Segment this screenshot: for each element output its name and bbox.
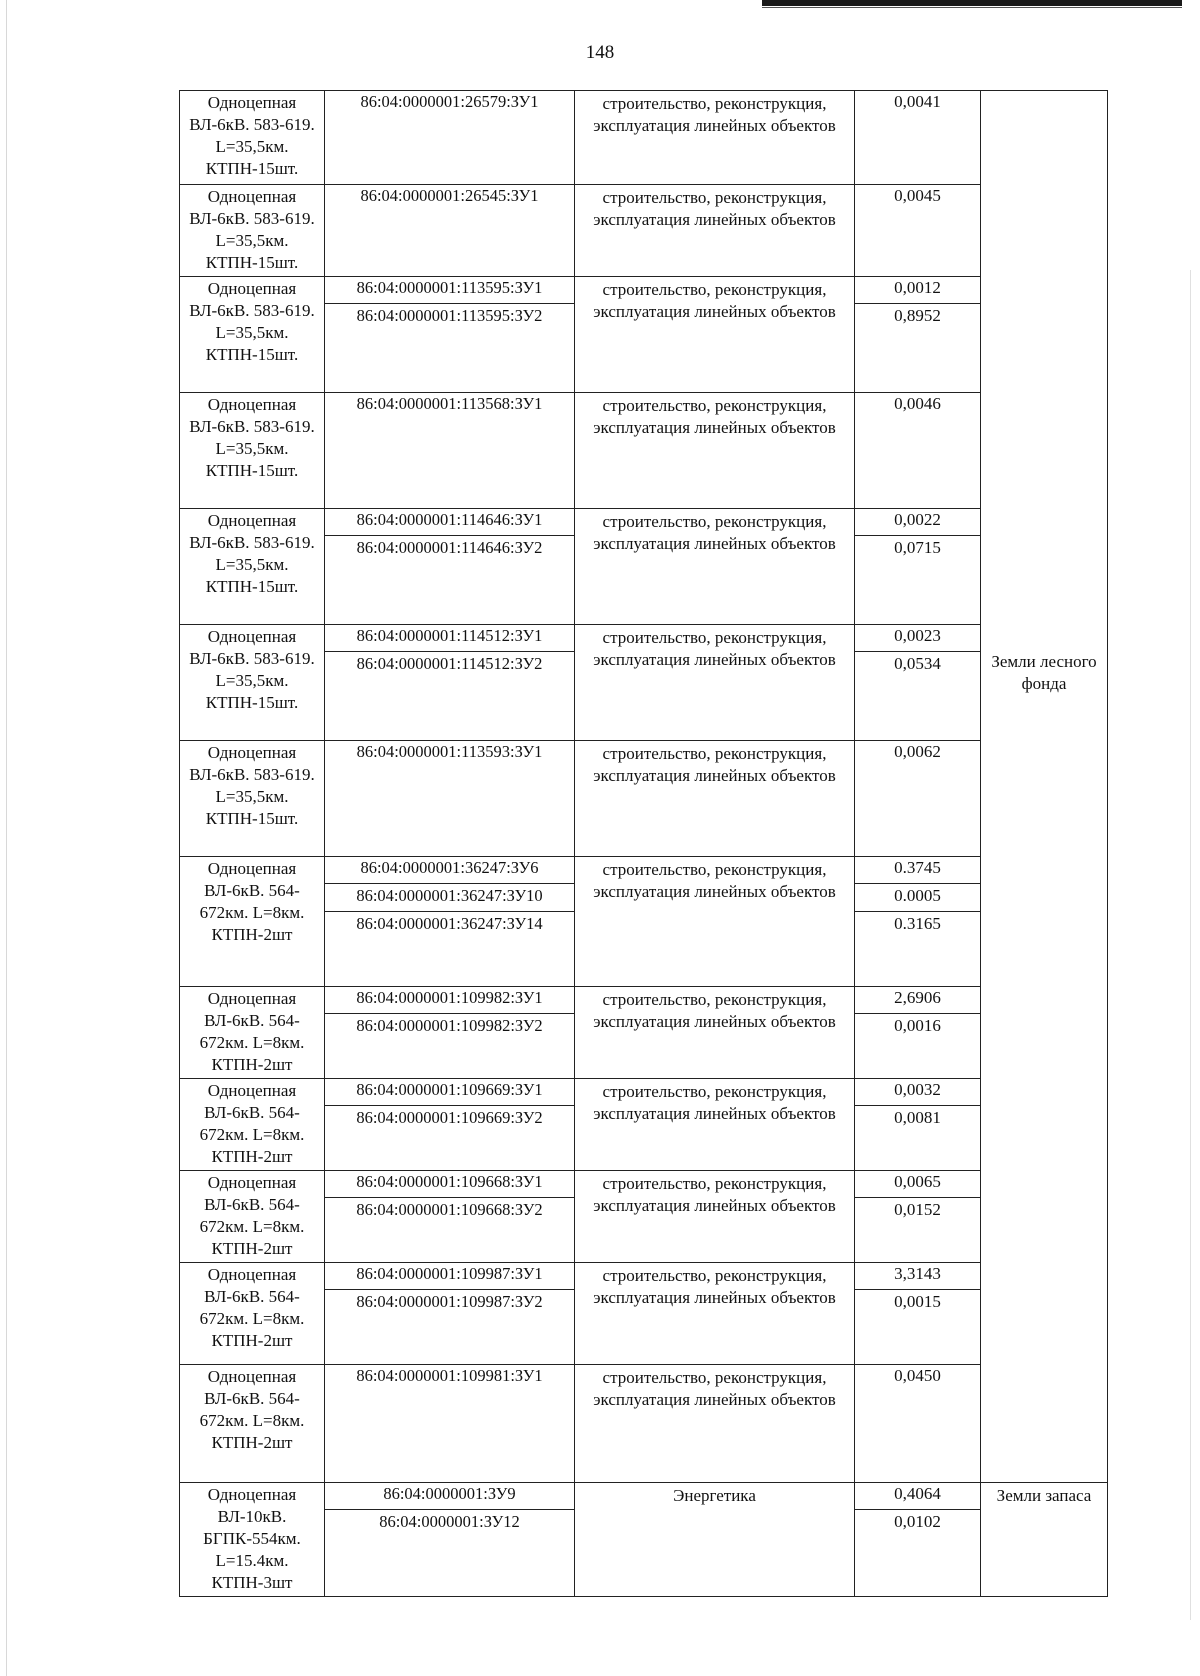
- cadastral-cell: [325, 1365, 575, 1483]
- table-row: [180, 1079, 1108, 1171]
- area-value: 0,0023: [894, 626, 941, 645]
- area-value: 0.0005: [855, 883, 980, 907]
- line-name-cell: Одноцепная ВЛ-6кВ. 583-619. L=35,5км. КТПН-15шт.: [180, 393, 325, 509]
- area-value: 0,0152: [855, 1197, 980, 1221]
- area-cell: [855, 741, 981, 857]
- cadastral-number: 86:04:0000001:26545:ЗУ1: [360, 186, 539, 205]
- line-name-cell: Одноцепная ВЛ-6кВ. 564-672км. L=8км. КТПН-2шт: [180, 1365, 325, 1483]
- cadastral-number: 86:04:0000001:109668:ЗУ1: [356, 1172, 543, 1191]
- cadastral-cell: [325, 277, 575, 393]
- table-row: [180, 741, 1108, 857]
- area-value: 0,0041: [894, 92, 941, 111]
- area-cell: [855, 1079, 981, 1171]
- purpose-cell: строительство, реконструкция, эксплуатация линейных объектов: [575, 393, 855, 509]
- area-cell: [855, 91, 981, 185]
- purpose-cell: строительство, реконструкция, эксплуатация линейных объектов: [575, 987, 855, 1079]
- line-name-cell: Одноцепная ВЛ-6кВ. 564-672км. L=8км. КТПН-2шт: [180, 857, 325, 987]
- purpose-cell: строительство, реконструкция, эксплуатация линейных объектов: [575, 1365, 855, 1483]
- cadastral-number: 86:04:0000001:109982:ЗУ2: [325, 1013, 574, 1037]
- line-name-cell: Одноцепная ВЛ-6кВ. 583-619. L=35,5км. КТПН-15шт.: [180, 185, 325, 277]
- cadastral-number: 86:04:0000001:114646:ЗУ1: [356, 510, 543, 529]
- table-row: [180, 1483, 1108, 1597]
- cadastral-number: 86:04:0000001:114646:ЗУ2: [325, 535, 574, 559]
- area-cell: [855, 393, 981, 509]
- line-name-cell: Одноцепная ВЛ-6кВ. 564-672км. L=8км. КТПН-2шт: [180, 1171, 325, 1263]
- line-name-cell: Одноцепная ВЛ-6кВ. 583-619. L=35,5км. КТПН-15шт.: [180, 91, 325, 185]
- page-number: 148: [585, 42, 615, 63]
- land-plots-table: [179, 90, 1108, 1597]
- cadastral-cell: [325, 1171, 575, 1263]
- area-value: 0.3165: [855, 911, 980, 935]
- area-value: 0,4064: [894, 1484, 941, 1503]
- scan-left-edge: [6, 0, 7, 1676]
- table-row: [180, 1263, 1108, 1365]
- table-row: [180, 185, 1108, 277]
- cadastral-number: 86:04:0000001:113593:ЗУ1: [356, 742, 543, 761]
- cadastral-cell: [325, 1263, 575, 1365]
- area-value: 0,0032: [894, 1080, 941, 1099]
- cadastral-number: 86:04:0000001:113595:ЗУ1: [356, 278, 543, 297]
- line-name-cell: Одноцепная ВЛ-6кВ. 564-672км. L=8км. КТПН-2шт: [180, 1079, 325, 1171]
- cadastral-cell: [325, 741, 575, 857]
- cadastral-number: 86:04:0000001:109668:ЗУ2: [325, 1197, 574, 1221]
- scan-top-bar: [762, 0, 1182, 6]
- cadastral-number: 86:04:0000001:ЗУ12: [325, 1509, 574, 1533]
- land-category-reserve: Земли запаса: [981, 1483, 1108, 1597]
- purpose-cell: строительство, реконструкция, эксплуатация линейных объектов: [575, 1263, 855, 1365]
- purpose-cell: строительство, реконструкция, эксплуатация линейных объектов: [575, 277, 855, 393]
- line-name-cell: Одноцепная ВЛ-6кВ. 564-672км. L=8км. КТПН-2шт: [180, 987, 325, 1079]
- scan-top-line: [762, 7, 1182, 8]
- table-row: [180, 91, 1108, 185]
- area-cell: [855, 1263, 981, 1365]
- table-row: [180, 987, 1108, 1079]
- land-category-forest: Земли лесного фонда: [981, 91, 1108, 1483]
- cadastral-number: 86:04:0000001:109987:ЗУ2: [325, 1289, 574, 1313]
- area-cell: [855, 1365, 981, 1483]
- cadastral-number: 86:04:0000001:26579:ЗУ1: [360, 92, 539, 111]
- line-name-cell: Одноцепная ВЛ-10кВ. БГПК-554км. L=15.4км. КТПН-3шт: [180, 1483, 325, 1597]
- cadastral-cell: [325, 1483, 575, 1597]
- area-cell: [855, 509, 981, 625]
- table-row: [180, 625, 1108, 741]
- cadastral-cell: [325, 625, 575, 741]
- cadastral-number: 86:04:0000001:109982:ЗУ1: [356, 988, 543, 1007]
- area-cell: [855, 625, 981, 741]
- table-row: [180, 1171, 1108, 1263]
- area-cell: [855, 185, 981, 277]
- line-name-cell: Одноцепная ВЛ-6кВ. 583-619. L=35,5км. КТПН-15шт.: [180, 625, 325, 741]
- area-value: 0,0062: [894, 742, 941, 761]
- area-cell: [855, 1171, 981, 1263]
- cadastral-number: 86:04:0000001:109669:ЗУ1: [356, 1080, 543, 1099]
- area-value: 0,0102: [855, 1509, 980, 1533]
- cadastral-cell: [325, 987, 575, 1079]
- line-name-cell: Одноцепная ВЛ-6кВ. 564-672км. L=8км. КТПН-2шт: [180, 1263, 325, 1365]
- cadastral-number: 86:04:0000001:113595:ЗУ2: [325, 303, 574, 327]
- cadastral-cell: [325, 393, 575, 509]
- table-body: [180, 91, 1108, 1597]
- purpose-cell: строительство, реконструкция, эксплуатация линейных объектов: [575, 91, 855, 185]
- cadastral-cell: [325, 1079, 575, 1171]
- area-value: 0,8952: [855, 303, 980, 327]
- table-row: [180, 393, 1108, 509]
- area-value: 0,0046: [894, 394, 941, 413]
- area-value: 2,6906: [894, 988, 941, 1007]
- cadastral-cell: [325, 185, 575, 277]
- area-cell: [855, 987, 981, 1079]
- area-value: 3,3143: [894, 1264, 941, 1283]
- scan-right-edge: [1190, 270, 1191, 1620]
- table-row: [180, 1365, 1108, 1483]
- area-value: 0,0012: [894, 278, 941, 297]
- area-value: 0,0015: [855, 1289, 980, 1313]
- table-row: [180, 509, 1108, 625]
- area-cell: [855, 857, 981, 987]
- cadastral-cell: [325, 857, 575, 987]
- cadastral-number: 86:04:0000001:36247:ЗУ6: [360, 858, 539, 877]
- area-value: 0,0715: [855, 535, 980, 559]
- purpose-cell: строительство, реконструкция, эксплуатация линейных объектов: [575, 625, 855, 741]
- cadastral-number: 86:04:0000001:114512:ЗУ1: [356, 626, 543, 645]
- area-value: 0,0534: [855, 651, 980, 675]
- area-cell: [855, 277, 981, 393]
- cadastral-number: 86:04:0000001:109987:ЗУ1: [356, 1264, 543, 1283]
- area-value: 0.3745: [894, 858, 941, 877]
- cadastral-number: 86:04:0000001:109981:ЗУ1: [356, 1366, 543, 1385]
- area-value: 0,0081: [855, 1105, 980, 1129]
- cadastral-number: 86:04:0000001:36247:ЗУ14: [325, 911, 574, 935]
- area-value: 0,0016: [855, 1013, 980, 1037]
- area-value: 0,0022: [894, 510, 941, 529]
- purpose-cell: строительство, реконструкция, эксплуатация линейных объектов: [575, 185, 855, 277]
- purpose-cell: Энергетика: [575, 1483, 855, 1597]
- purpose-cell: строительство, реконструкция, эксплуатация линейных объектов: [575, 1079, 855, 1171]
- area-cell: [855, 1483, 981, 1597]
- area-value: 0,0065: [894, 1172, 941, 1191]
- cadastral-cell: [325, 91, 575, 185]
- table-row: [180, 857, 1108, 987]
- line-name-cell: Одноцепная ВЛ-6кВ. 583-619. L=35,5км. КТПН-15шт.: [180, 509, 325, 625]
- cadastral-number: 86:04:0000001:109669:ЗУ2: [325, 1105, 574, 1129]
- area-value: 0,0450: [894, 1366, 941, 1385]
- cadastral-number: 86:04:0000001:ЗУ9: [383, 1484, 516, 1503]
- cadastral-number: 86:04:0000001:113568:ЗУ1: [356, 394, 543, 413]
- area-value: 0,0045: [894, 186, 941, 205]
- purpose-cell: строительство, реконструкция, эксплуатация линейных объектов: [575, 1171, 855, 1263]
- purpose-cell: строительство, реконструкция, эксплуатация линейных объектов: [575, 509, 855, 625]
- line-name-cell: Одноцепная ВЛ-6кВ. 583-619. L=35,5км. КТПН-15шт.: [180, 741, 325, 857]
- purpose-cell: строительство, реконструкция, эксплуатация линейных объектов: [575, 741, 855, 857]
- cadastral-number: 86:04:0000001:114512:ЗУ2: [325, 651, 574, 675]
- cadastral-cell: [325, 509, 575, 625]
- purpose-cell: строительство, реконструкция, эксплуатация линейных объектов: [575, 857, 855, 987]
- table-row: [180, 277, 1108, 393]
- line-name-cell: Одноцепная ВЛ-6кВ. 583-619. L=35,5км. КТПН-15шт.: [180, 277, 325, 393]
- cadastral-number: 86:04:0000001:36247:ЗУ10: [325, 883, 574, 907]
